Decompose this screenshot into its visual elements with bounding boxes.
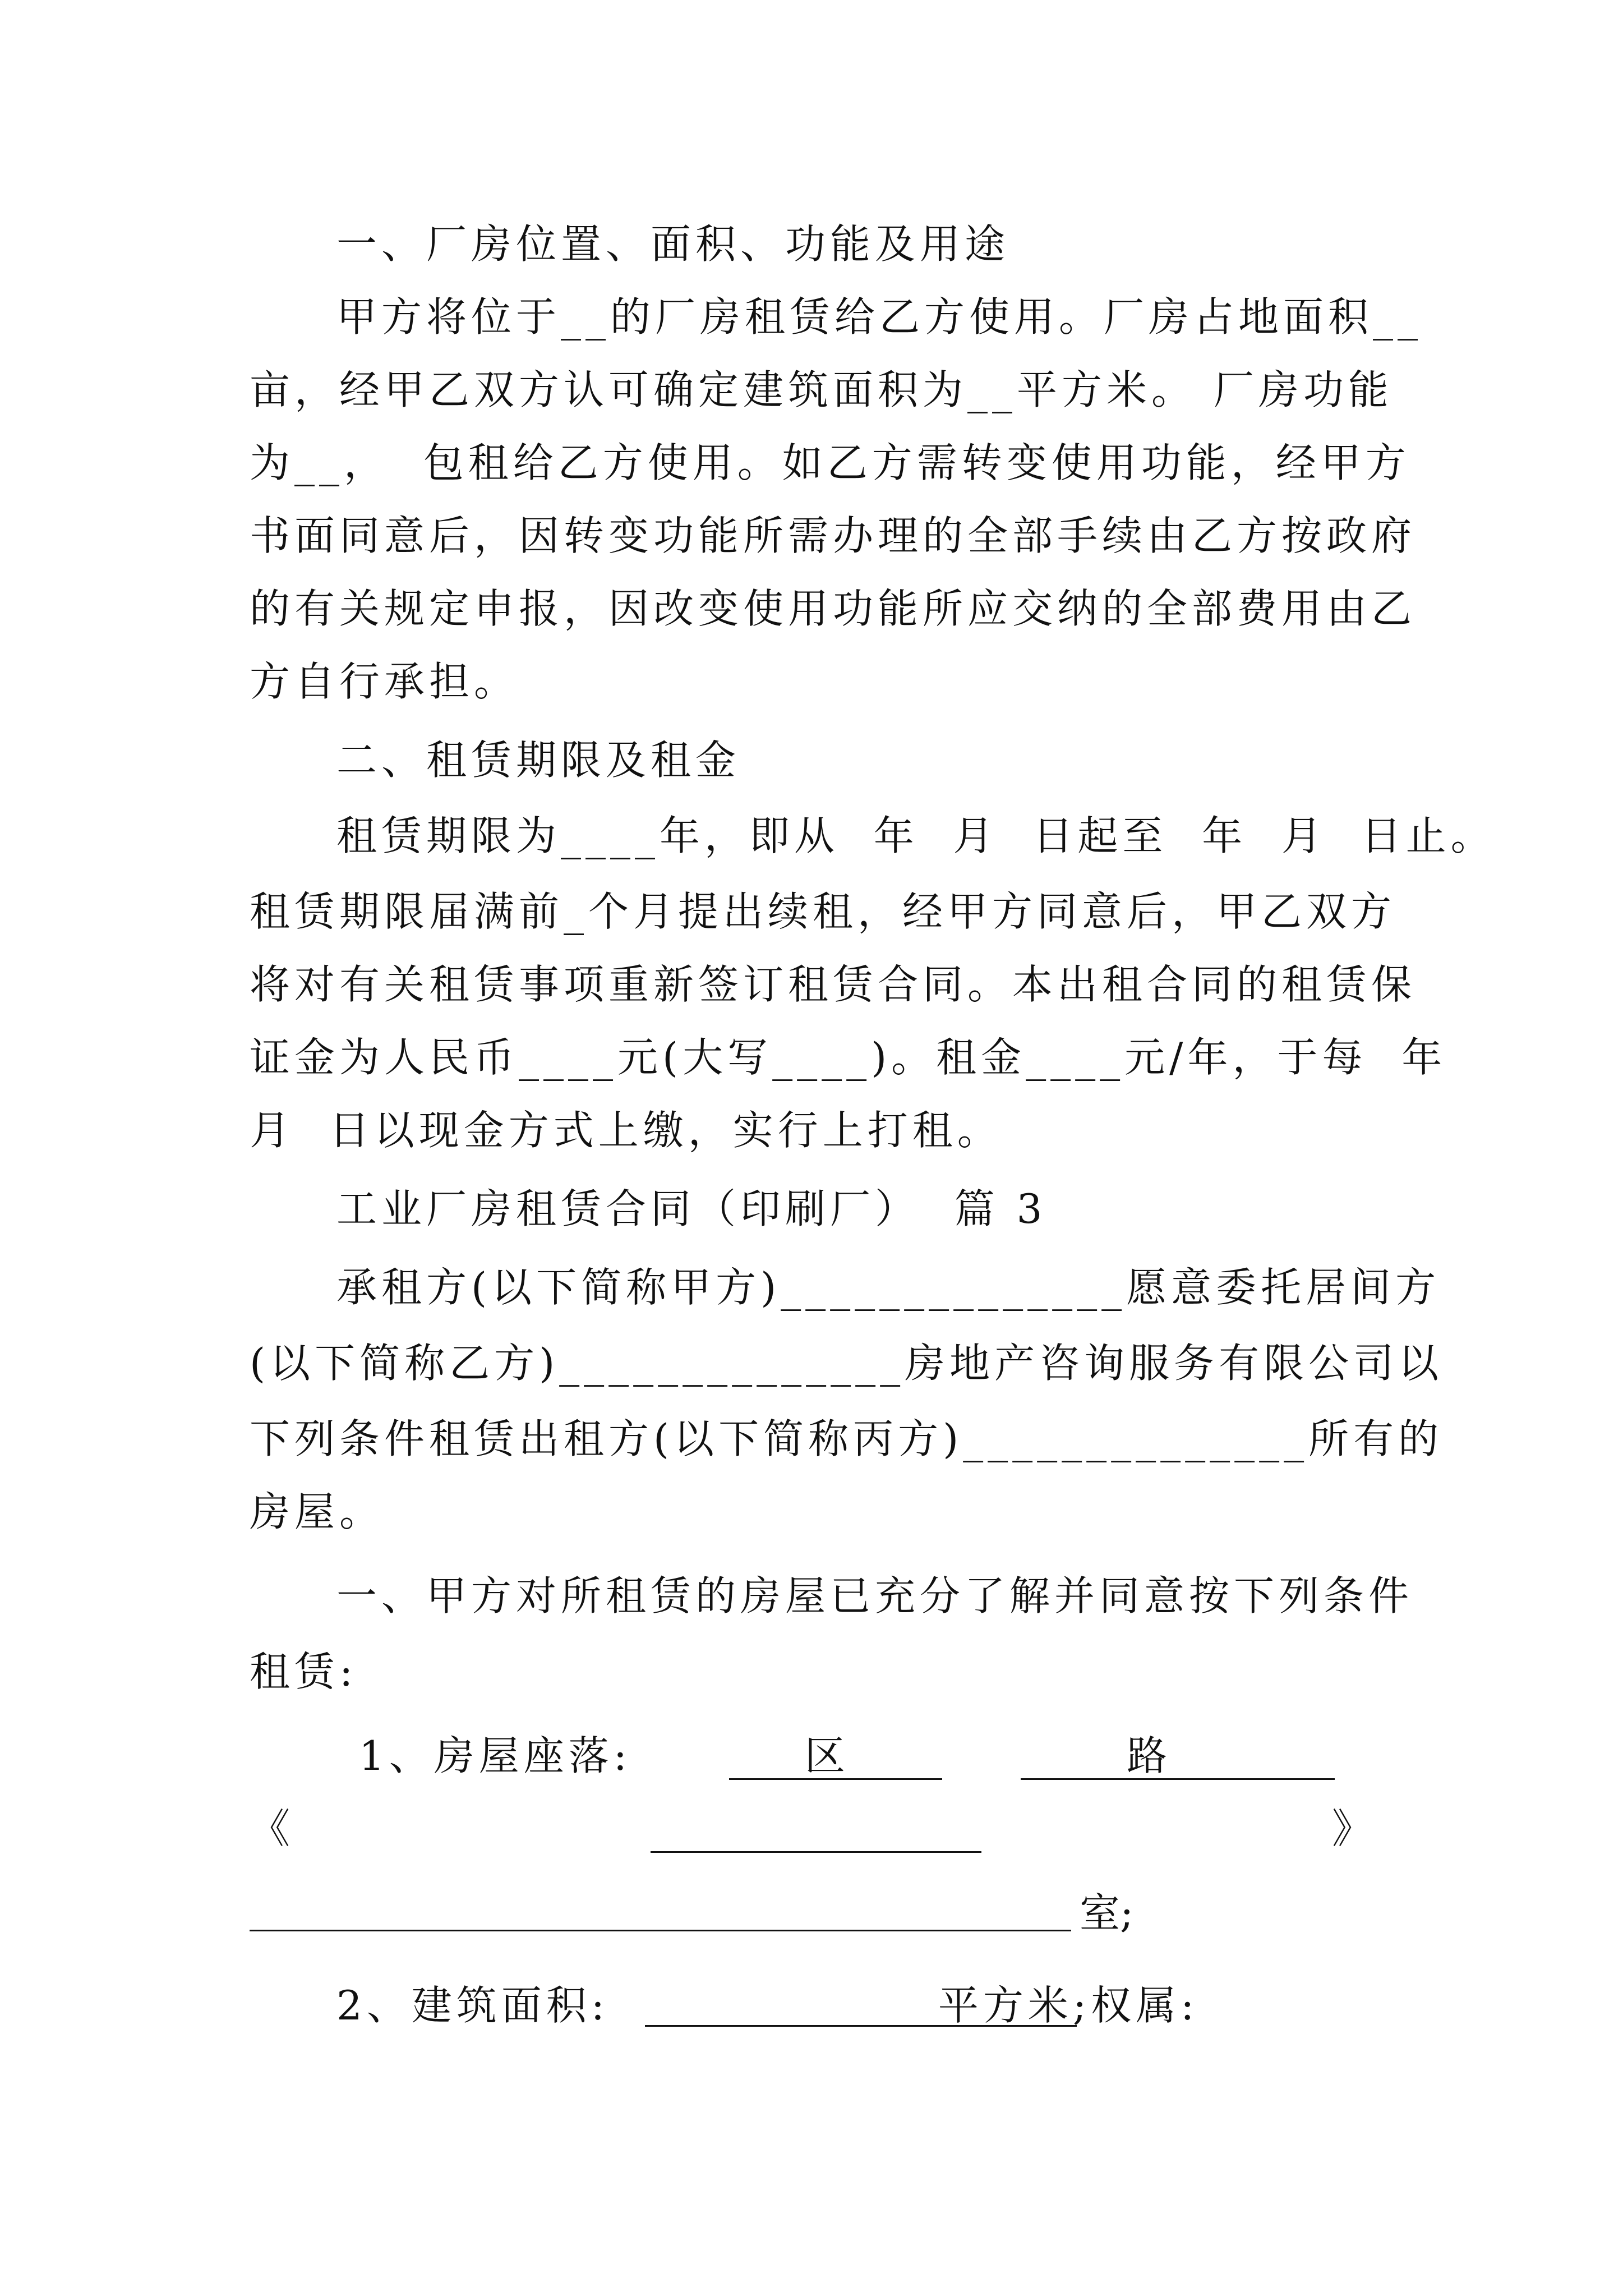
paragraph-line: 方自行承担。 xyxy=(250,658,519,705)
contract-title: 工业厂房租赁合同（印刷厂） 篇 3 xyxy=(336,1185,1047,1232)
building-name-blank xyxy=(651,1851,981,1853)
paragraph-line: 将对有关租赁事项重新签订租赁合同。本出租合同的租赁保 xyxy=(250,961,1417,1008)
paragraph-line: 房屋。 xyxy=(250,1488,385,1535)
paragraph-line: 的有关规定申报，因改变使用功能所应交纳的全部费用由乙 xyxy=(250,585,1417,632)
road-blank xyxy=(1021,1778,1335,1780)
paragraph-line: 月 日以现金方式上缴，实行上打租。 xyxy=(250,1107,1002,1154)
room-suffix: 室; xyxy=(1080,1889,1134,1936)
paragraph-line: 租赁: xyxy=(250,1648,358,1695)
paragraph-line: 书面同意后，因转变功能所需办理的全部手续由乙方按政府 xyxy=(250,512,1417,559)
left-bracket: 《 xyxy=(250,1805,291,1852)
paragraph-line: 亩，经甲乙双方认可确定建筑面积为__平方米。 厂房功能 xyxy=(250,366,1393,413)
paragraph-line: 甲方将位于__的厂房租赁给乙方使用。厂房占地面积__ xyxy=(336,293,1423,341)
section-heading-location: 一、厂房位置、面积、功能及用途 xyxy=(336,220,1010,268)
section-heading-term: 二、租赁期限及租金 xyxy=(336,737,741,784)
paragraph-line: 租赁期限为____年，即从 年 月 日起至 年 月 日止。 xyxy=(336,812,1496,859)
paragraph-line: 租赁期限届满前_个月提出续租，经甲方同意后，甲乙双方 xyxy=(250,888,1396,935)
paragraph-line: 证金为人民币____元(大写____)。租金____元/年，于每 年 xyxy=(250,1034,1447,1081)
paragraph-line: 一、甲方对所租赁的房屋已充分了解并同意按下列条件 xyxy=(336,1572,1414,1619)
room-number-blank xyxy=(250,1930,1071,1931)
area-blank xyxy=(645,2025,1077,2027)
building-area-line: 2、建筑面积: 平方米;权属: xyxy=(336,1982,1199,2029)
paragraph-line: (以下简称乙方)______________房地产咨询服务有限公司以 xyxy=(250,1340,1444,1387)
address-line: 1、房屋座落: 区 路 xyxy=(359,1732,1172,1779)
paragraph-line: 承租方(以下简称甲方)______________愿意委托居间方 xyxy=(336,1264,1441,1311)
right-bracket: 》 xyxy=(1332,1805,1373,1852)
paragraph-line: 为__， 包租给乙方使用。如乙方需转变使用功能，经甲方 xyxy=(250,439,1410,486)
paragraph-line: 下列条件租赁出租方(以下简称丙方)______________所有的 xyxy=(250,1415,1444,1462)
district-blank xyxy=(729,1778,942,1780)
